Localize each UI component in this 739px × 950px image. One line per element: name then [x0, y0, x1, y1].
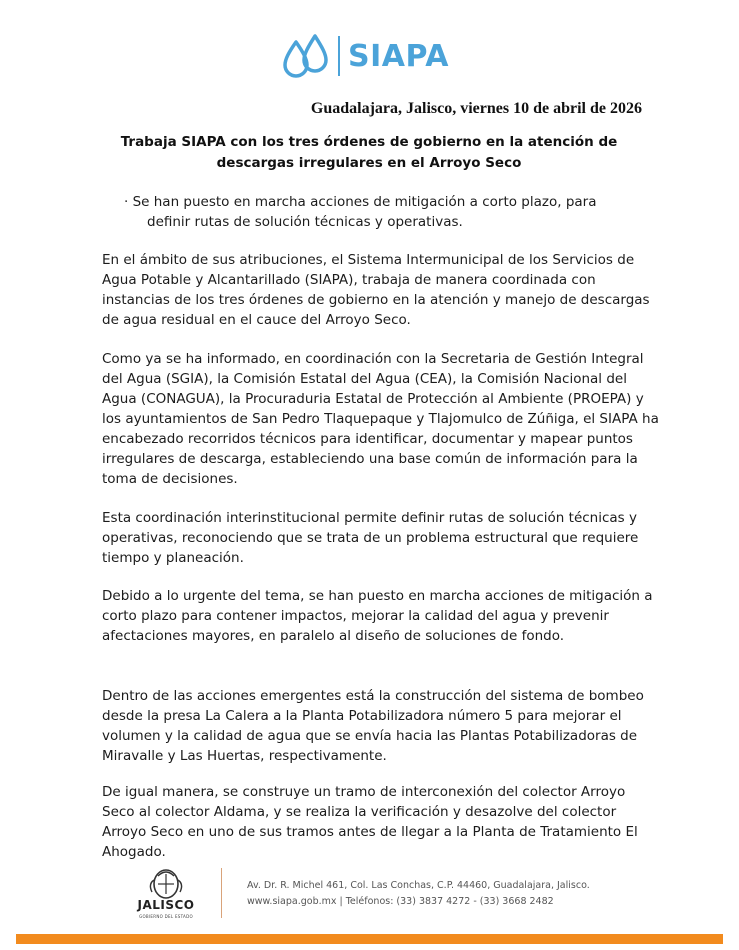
logo-text: SIAPA [348, 38, 449, 74]
body-paragraph-2: Como ya se ha informado, en coordinación con la Secretaria de Gestión Integral del Agua (SGIA), la Comisión Estatal del Agua (CEA), la Comisión Nacional del Agua (CONAGUA), la Procuraduria Estatal de Protección al Ambiente (PROEPA) y los ayuntamientos de San Pedro Tlaquepaque y Tlajomulco de Zúñiga, el SIAPA ha encabezado recorridos técnicos para identificar, documentar y mapear puntos irregulares de descarga, estableciendo una base común de información para la toma de decisiones. [102, 351, 659, 487]
bullet-line-1: · Se han puesto en marcha acciones de mitigación a corto plazo, para [124, 194, 597, 210]
headline-line-2: descargas irregulares en el Arroyo Seco [216, 155, 522, 171]
body-paragraph-6: De igual manera, se construye un tramo de interconexión del colector Arroyo Seco al colector Aldama, y se realiza la verificación y desazolve del colector Arroyo Seco en uno de sus tramos antes de llegar a la Planta de Tratamiento El Ahogado. [102, 784, 638, 860]
footer-address: Av. Dr. R. Michel 461, Col. Las Conchas, C.P. 44460, Guadalajara, Jalisco. [247, 880, 590, 891]
body-paragraph-1: En el ámbito de sus atribuciones, el Sistema Intermunicipal de los Servicios de Agua Potable y Alcantarillado (SIAPA), trabaja de manera coordinada con instancias de los tres órdenes de gobierno en la atención y manejo de descargas de agua residual en el cauce del Arroyo Seco. [102, 252, 650, 328]
footer-divider [221, 868, 222, 918]
bottom-accent-bar [16, 934, 723, 944]
footer-contact: www.siapa.gob.mx | Teléfonos: (33) 3837 4272 - (33) 3668 2482 [247, 896, 554, 907]
bullet-line-2: definir rutas de solución técnicas y operativas. [147, 214, 463, 230]
jalisco-label: JALISCO [137, 898, 195, 912]
gobierno-label: GOBIERNO DEL ESTADO [139, 914, 193, 919]
headline-line-1: Trabaja SIAPA con los tres órdenes de gobierno en la atención de [120, 134, 618, 150]
logo-divider [338, 36, 340, 76]
jalisco-emblem-icon [128, 866, 204, 900]
headline [110, 132, 628, 174]
dateline: Guadalajara, Jalisco, viernes 10 de abril de 2026 [310, 100, 642, 117]
siapa-logo [282, 32, 449, 80]
footer-address-block [247, 878, 590, 910]
body-paragraph-4: Debido a lo urgente del tema, se han puesto en marcha acciones de mitigación a corto plazo para contener impactos, mejorar la calidad del agua y prevenir afectaciones mayores, en paralelo al diseño de soluciones de fondo. [102, 588, 653, 644]
body-paragraph-3: Esta coordinación interinstitucional permite definir rutas de solución técnicas y operativas, reconociendo que se trata de un problema estructural que requiere tiempo y planeación. [102, 510, 639, 566]
summary-bullet [124, 192, 619, 232]
body-paragraph-5: Dentro de las acciones emergentes está la construcción del sistema de bombeo desde la presa La Calera a la Planta Potabilizadora número 5 para mejorar el volumen y la calidad de agua que se envía hacia las Plantas Potabilizadoras de Miravalle y Las Huertas, respectivamente. [102, 688, 644, 764]
water-drops-icon [282, 32, 332, 80]
